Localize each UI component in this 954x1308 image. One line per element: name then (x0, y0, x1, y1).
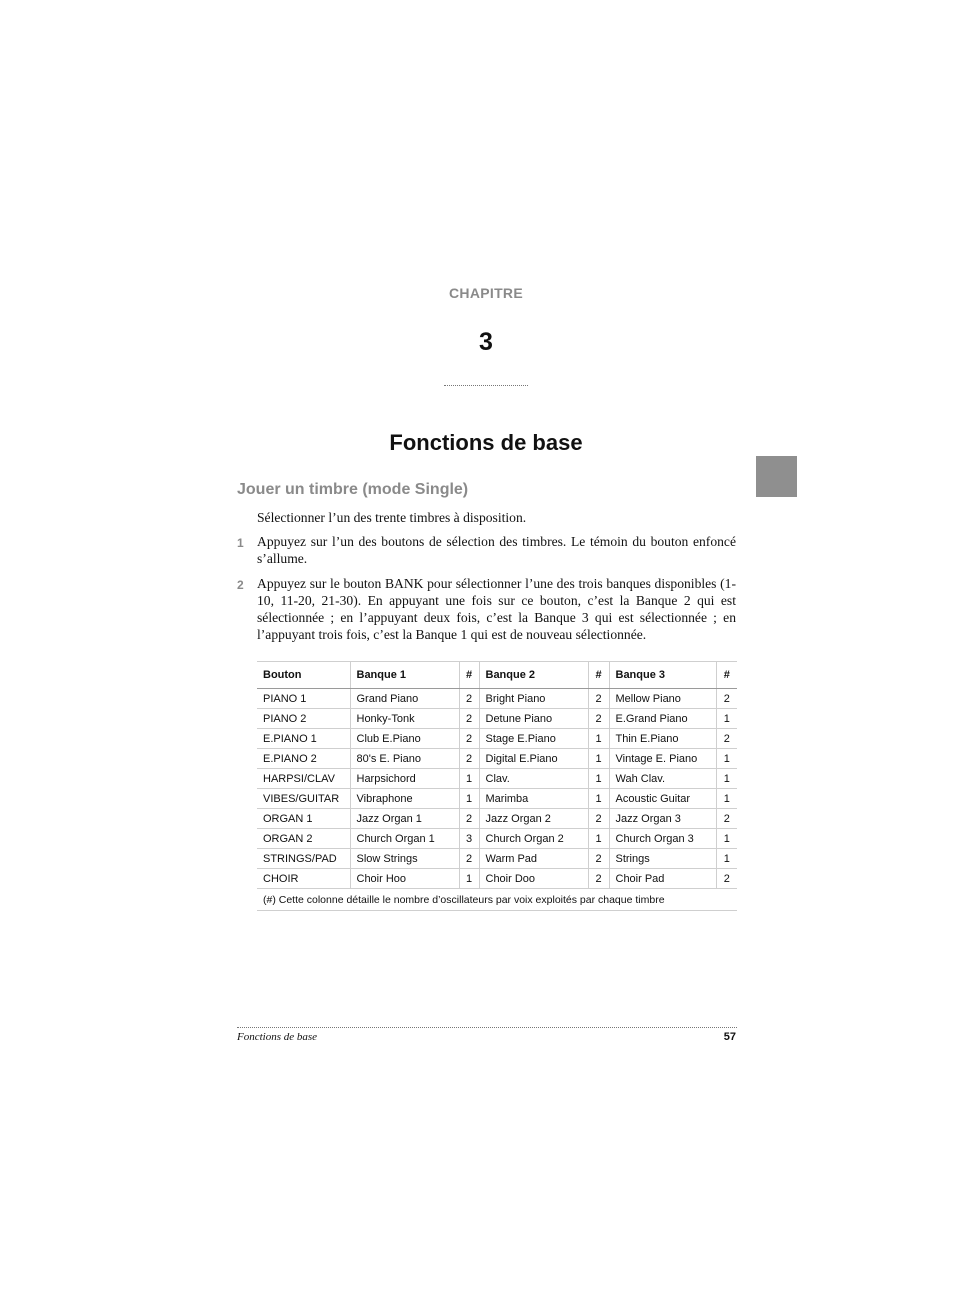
table-cell: Marimba (479, 789, 588, 809)
table-row (257, 769, 737, 789)
table-cell: 1 (716, 789, 737, 809)
table-cell: 2 (716, 729, 737, 749)
header-banque-3: Banque 3 (609, 662, 716, 689)
table-cell: 2 (588, 849, 609, 869)
table-cell: ORGAN 1 (257, 809, 350, 829)
table-cell: STRINGS/PAD (257, 849, 350, 869)
table-cell: 80's E. Piano (350, 749, 459, 769)
table-cell: Jazz Organ 3 (609, 809, 716, 829)
section-heading: Jouer un timbre (mode Single) (237, 481, 469, 498)
table-cell: 2 (459, 689, 479, 709)
table-cell: Church Organ 1 (350, 829, 459, 849)
table-cell: 2 (716, 809, 737, 829)
table-cell: 1 (588, 729, 609, 749)
table-cell: E.PIANO 2 (257, 749, 350, 769)
step-text: Appuyez sur le bouton BANK pour sélectionner l’une des trois banques disponibles (1-10, 11-20, 21-30). En appuyant une fois sur ce bouton, c’est la Banque 2 qui est sélectionnée ; en l’appuyant deux fois, c’est la Banque 3 qui est sélectionnée ; en l’appuyant trois fois, c’est la Banque 1 qui est de nouveau sélectionnée. (257, 576, 736, 642)
table-row (257, 689, 737, 709)
footer-divider (237, 1027, 737, 1028)
table-cell: 1 (588, 829, 609, 849)
header-osc-3: # (716, 662, 737, 689)
table-cell: Mellow Piano (609, 689, 716, 709)
table-cell: Harpsichord (350, 769, 459, 789)
page-number: 57 (723, 1031, 736, 1043)
chapter-label: CHAPITRE (449, 285, 523, 301)
table-cell: Jazz Organ 1 (350, 809, 459, 829)
table-cell: Slow Strings (350, 849, 459, 869)
table-cell: 3 (459, 829, 479, 849)
table-cell: CHOIR (257, 869, 350, 889)
table-cell: Strings (609, 849, 716, 869)
table-cell: Church Organ 3 (609, 829, 716, 849)
header-banque-1: Banque 1 (350, 662, 459, 689)
table-cell: HARPSI/CLAV (257, 769, 350, 789)
table-cell: Stage E.Piano (479, 729, 588, 749)
table-cell: Acoustic Guitar (609, 789, 716, 809)
table-row (257, 709, 737, 729)
page-title: Fonctions de base (389, 430, 583, 455)
table-cell: 2 (716, 689, 737, 709)
table-cell: Club E.Piano (350, 729, 459, 749)
table-cell: Warm Pad (479, 849, 588, 869)
footer-section-name: Fonctions de base (237, 1031, 318, 1043)
table-cell: 2 (588, 709, 609, 729)
table-row (257, 749, 737, 769)
table-cell: 1 (459, 769, 479, 789)
table-cell: VIBES/GUITAR (257, 789, 350, 809)
table-row (257, 789, 737, 809)
table-cell: Wah Clav. (609, 769, 716, 789)
table-cell: Choir Pad (609, 869, 716, 889)
table-cell: 1 (588, 769, 609, 789)
table-cell: 1 (588, 749, 609, 769)
table-cell: Jazz Organ 2 (479, 809, 588, 829)
table-cell: Clav. (479, 769, 588, 789)
table-cell: 2 (459, 809, 479, 829)
table-cell: 1 (716, 849, 737, 869)
table-row (257, 809, 737, 829)
table-cell: 2 (459, 849, 479, 869)
timbre-table (257, 661, 737, 911)
table-cell: Church Organ 2 (479, 829, 588, 849)
table-cell: 2 (588, 689, 609, 709)
table-cell: 1 (459, 869, 479, 889)
table-cell: Vintage E. Piano (609, 749, 716, 769)
table-cell: Detune Piano (479, 709, 588, 729)
table-cell: E.Grand Piano (609, 709, 716, 729)
table-cell: 2 (716, 869, 737, 889)
table-cell: 1 (588, 789, 609, 809)
table-cell: 1 (459, 789, 479, 809)
table-cell: Choir Hoo (350, 869, 459, 889)
table-cell: Digital E.Piano (479, 749, 588, 769)
table-cell: ORGAN 2 (257, 829, 350, 849)
table-row (257, 829, 737, 849)
table-cell: 1 (716, 749, 737, 769)
table-cell: 2 (459, 709, 479, 729)
table-note-row (257, 889, 737, 911)
table-cell: E.PIANO 1 (257, 729, 350, 749)
table-cell: Vibraphone (350, 789, 459, 809)
table-cell: 2 (588, 869, 609, 889)
table-cell: 2 (459, 749, 479, 769)
table-cell: PIANO 2 (257, 709, 350, 729)
table-header-row (257, 662, 737, 689)
table-footnote: (#) Cette colonne détaille le nombre d’oscillateurs par voix exploités par chaque timbre (257, 889, 737, 911)
section-intro: Sélectionner l’un des trente timbres à disposition. (257, 510, 527, 525)
header-bouton: Bouton (257, 662, 350, 689)
table-cell: 1 (716, 709, 737, 729)
step-number: 1 (237, 536, 244, 550)
table-row (257, 869, 737, 889)
header-osc-1: # (459, 662, 479, 689)
table-row (257, 849, 737, 869)
table-cell: Grand Piano (350, 689, 459, 709)
table-cell: Thin E.Piano (609, 729, 716, 749)
table-cell: 2 (459, 729, 479, 749)
table-row (257, 729, 737, 749)
table-cell: PIANO 1 (257, 689, 350, 709)
table-cell: Honky-Tonk (350, 709, 459, 729)
table-cell: 1 (716, 829, 737, 849)
chapter-number: 3 (479, 328, 493, 356)
table-cell: 1 (716, 769, 737, 789)
table-cell: Choir Doo (479, 869, 588, 889)
header-osc-2: # (588, 662, 609, 689)
header-banque-2: Banque 2 (479, 662, 588, 689)
table-cell: Bright Piano (479, 689, 588, 709)
table-cell: 2 (588, 809, 609, 829)
chapter-thumb-tab (756, 456, 797, 497)
chapter-divider (444, 385, 528, 386)
step-text: Appuyez sur l’un des boutons de sélection des timbres. Le témoin du bouton enfoncé s’allume. (257, 534, 736, 566)
step-number: 2 (237, 578, 244, 592)
